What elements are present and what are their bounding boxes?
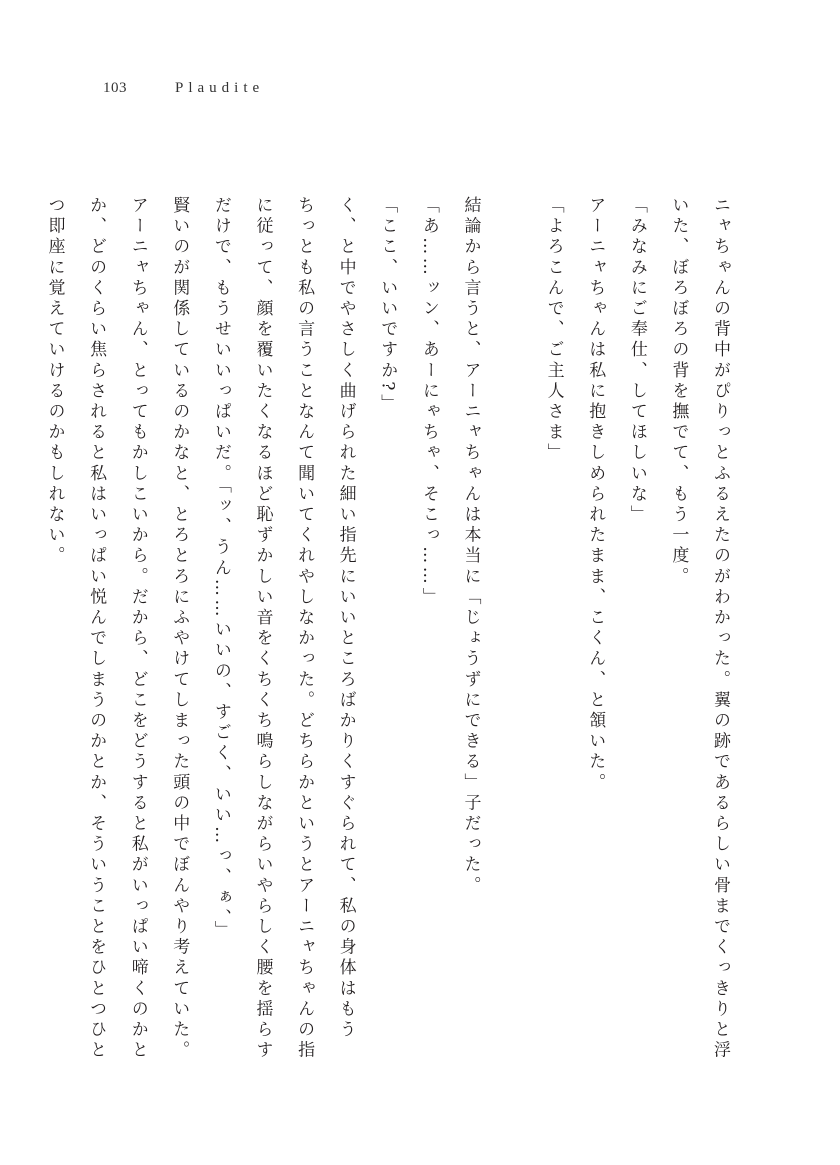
text-line: アーニャちゃん、とってもかしこいから。だから、どこをどうすると私がいっぱい啼くのかと — [127, 196, 148, 1062]
running-header — [103, 76, 264, 100]
text-line: アーニャちゃんは私に抱きしめられたまま、こくん、と頷いた。 — [585, 196, 606, 794]
scene-break — [490, 196, 532, 1086]
text-line: ちっとも私の言うことなんて聞いてくれやしなかった。どちらかというとアーニャちゃんの指 — [294, 196, 315, 1062]
text-line: だけで、もうせいいっぱいだ。「ッ、うん……いいの、すごく、いい…っ、ぁ、」 — [210, 196, 231, 942]
text-line: 結論から言うと、アーニャちゃんは本当に「じょうずにできる」子だった。 — [460, 196, 481, 897]
text-line: に従って、顔を覆いたくなるほど恥ずかしい音をくちくち鳴らしながらいやらしく腰を揺らす — [252, 196, 273, 1062]
text-line: ニャちゃんの背中がぴりっとふるえたのがわかった。翼の跡であるらしい骨までくっきりと浮 — [710, 196, 730, 1062]
text-line: つ即座に覚えていけるのかもしれない。 — [44, 196, 65, 567]
text-line: いた、ぼろぼろの背を撫でて、もう一度。 — [668, 196, 689, 588]
text-line: く、と中でやさしく曲げられた細い指先にいいところばかりくすぐられて、私の身体はもう — [335, 196, 356, 1041]
text-line: 「みなみにご奉仕、してほしいな」 — [626, 196, 647, 526]
book-title: Plaudite — [175, 79, 265, 96]
text-line: か、どのくらい焦らされると私はいっぱい悦んでしまうのかとか、そういうことをひとつひと — [86, 196, 107, 1062]
text-line: 「あ……ッン、あーにゃちゃ、そこっ……」 — [418, 196, 439, 608]
text-line: 賢いのが関係しているのかなと、とろとろにふやけてしまった頭の中でぼんやり考えていた。 — [169, 196, 190, 1062]
text-line: 「よろこんで、ご主人さま」 — [543, 196, 564, 464]
page-number: 103 — [103, 79, 127, 96]
vertical-text-body — [44, 196, 740, 1086]
text-line: 「ここ、いいですか?」 — [377, 196, 398, 415]
